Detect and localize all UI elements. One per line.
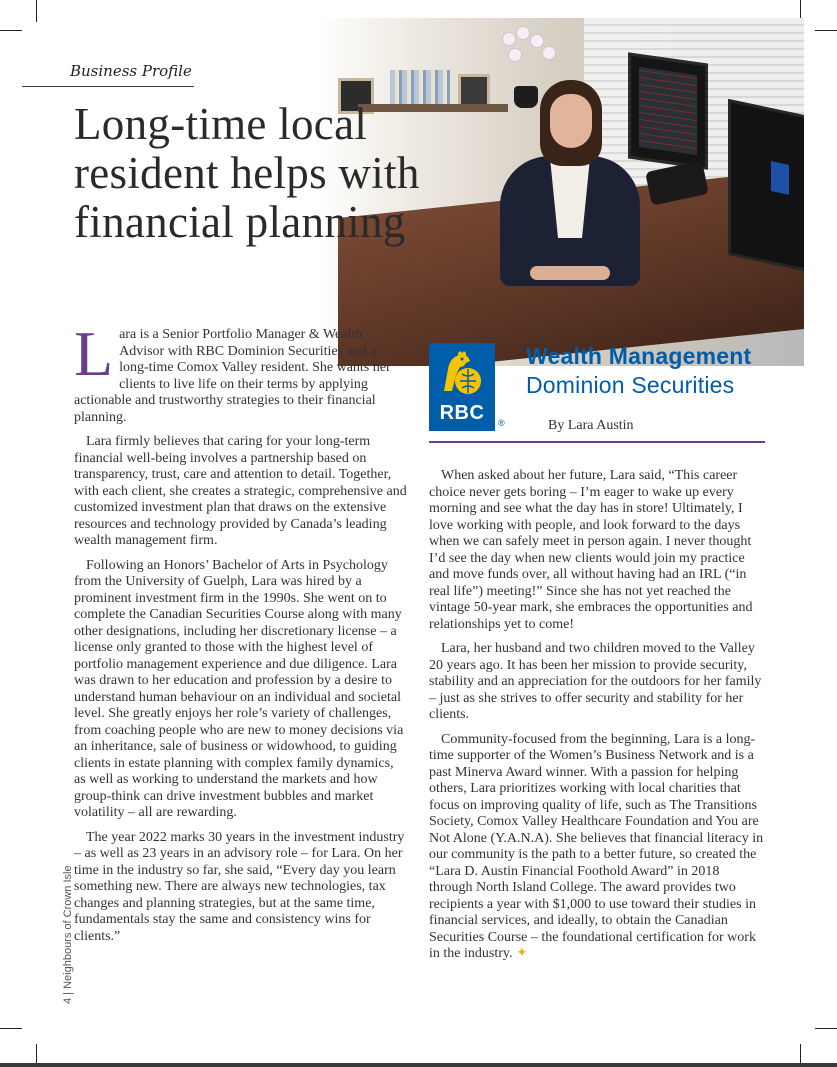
paragraph: The year 2022 marks 30 years in the investment industry – as well as 23 years in an advisory role – for Lara. On her time in the industry so far, she said, “Every day you learn something new. There are always new technologies, tax changes and planning strategies, but at the same time, fundamentals stay the same and consistency wins for clients.” bbox=[74, 829, 405, 944]
logo-line-wealth-management: Wealth Management bbox=[526, 343, 752, 369]
portrait-subject bbox=[494, 80, 644, 290]
byline-rule bbox=[429, 441, 765, 443]
crop-mark bbox=[0, 30, 22, 31]
books bbox=[390, 70, 450, 104]
byline: By Lara Austin bbox=[548, 418, 634, 433]
paragraph: Following an Honors’ Bachelor of Arts in Psychology from the University of Guelph, Lara was hired by a prominent investment firm in the 1990s. She went on to complete the Canadian Securities Course along with many other designations, including her discretionary license – a license only granted to those with the highest level of portfolio management experience and due diligence. Lara was drawn to her education and profession by a desire to understand human behaviour on an individual and societal level. She greatly enjoys her role’s variety of challenges, from coaching people who are new to money decisions via an inheritance, sale of business or widowhood, to guiding clients in estate planning with complex family dynamics, as well as working to understand the markets and how group-think can drive investment bubbles and market volatility – all are rewarding. bbox=[74, 557, 404, 820]
paragraph-text: Community-focused from the beginning, Lara is a long-time supporter of the Women’s Business Network and is a past Minerva Award winner. With a passion for helping others, Lara prioritizes working with local charities that focus on improving quality of life, such as The Transitions Society, Comox Valley Healthcare Foundation and You are Not Alone (Y.A.N.A). She believes that financial literacy in our community is the path to a better future, so created the “Lara D. Austin Financial Foothold Award” in 2018 through North Island College. The award provides two recipients a year with $1,000 to use toward their studies in financial services, and ideally, to obtain the Canadian Securities Course – the foundational certification for work in the industry. bbox=[429, 731, 764, 961]
paragraph: When asked about her future, Lara said, “This career choice never gets boring – I’m eager to wake up every morning and see what the day has in store! Ultimately, I love working with people, and look forward to the days when we can safely meet in person again. I never thought I’d see the day when new clients would join my practice and move funds over, all without having had an IRL (“in real life”) meeting!” Since she has not yet reached the vintage 50-year mark, she embraces the opportunities and relationships yet to come! bbox=[429, 468, 753, 632]
crop-mark bbox=[0, 1028, 22, 1029]
page-folio: 4 | Neighbours of Crown Isle bbox=[62, 865, 74, 1004]
crop-mark bbox=[36, 0, 37, 22]
section-kicker: Business Profile bbox=[70, 62, 192, 80]
kicker-rule bbox=[22, 86, 194, 87]
monitor bbox=[728, 99, 804, 273]
rbc-logo bbox=[429, 343, 495, 431]
registered-mark: ® bbox=[498, 418, 505, 428]
rbc-wordmark: RBC bbox=[439, 402, 485, 424]
page-title: Long-time local resident helps with financial planning bbox=[74, 99, 420, 247]
crop-mark bbox=[815, 1028, 837, 1029]
paragraph: Lara firmly believes that caring for your long-term financial well-being involves a partnership based on transparency, trust, care and attention to detail. Together, with each client, she creates a strategic, comprehensive and customized investment plan that draws on the extensive resources and technology provided by Canada’s leading wealth management firm. bbox=[74, 434, 407, 548]
article-column-left bbox=[74, 318, 407, 953]
page-bottom-edge bbox=[0, 1063, 837, 1067]
paragraph bbox=[74, 318, 407, 426]
drop-cap: L bbox=[74, 318, 114, 389]
paragraph-text: ara is a Senior Portfolio Manager & Wealth Advisor with RBC Dominion Securities and a long-time Comox Valley resident. She wants her clients to live life on their terms by applying actionable and trustworthy strategies to their financial planning. bbox=[74, 327, 391, 425]
crop-mark bbox=[815, 30, 837, 31]
paragraph bbox=[429, 732, 765, 963]
end-of-article-icon: ✦ bbox=[515, 946, 528, 961]
lion-globe-icon bbox=[438, 351, 486, 397]
article-column-right bbox=[429, 468, 765, 971]
paragraph: Lara, her husband and two children moved to the Valley 20 years ago. It has been her mission to provide security, stability and an appreciation for the outdoors for her family – just as she strives to offer security and stability for her clients. bbox=[429, 641, 762, 722]
logo-line-dominion-securities: Dominion Securities bbox=[526, 372, 735, 398]
